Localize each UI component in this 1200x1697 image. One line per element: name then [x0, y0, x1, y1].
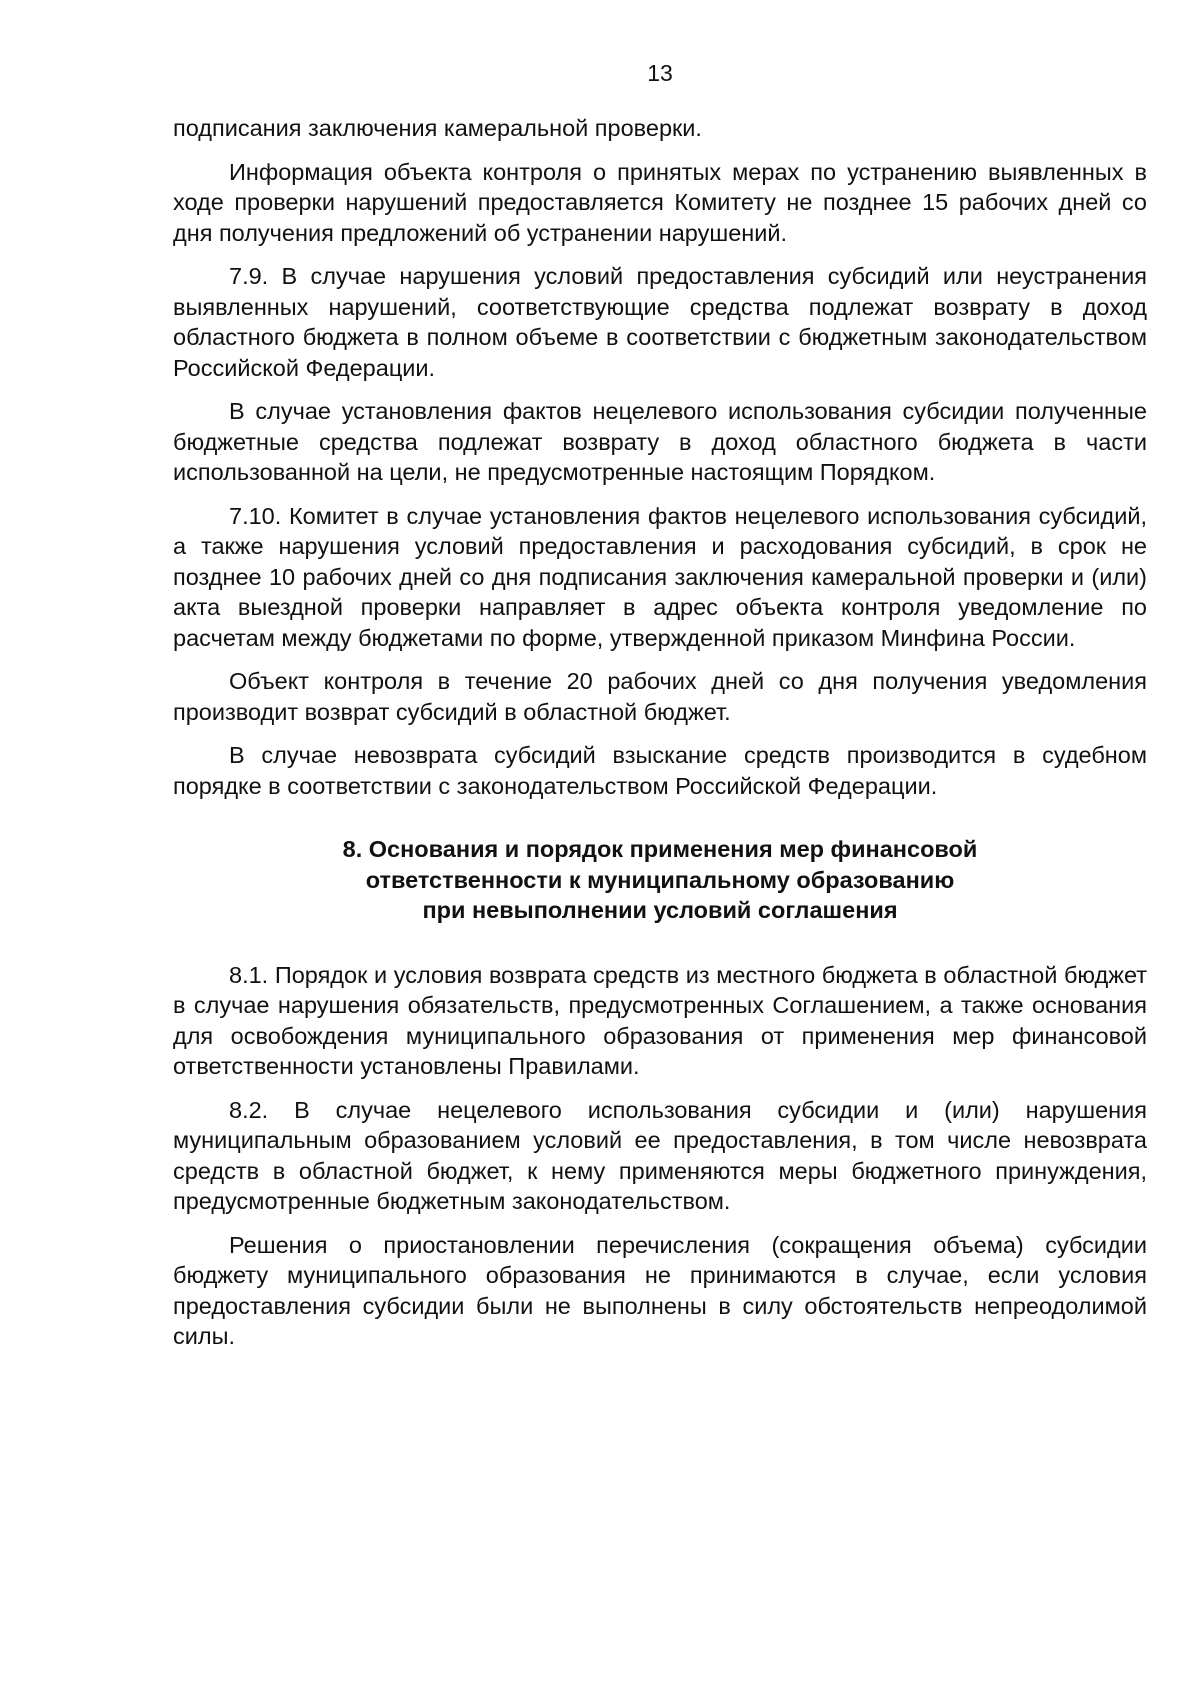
section-heading-line: при невыполнении условий соглашения — [422, 897, 898, 923]
document-body — [173, 113, 1147, 1365]
paragraph: В случае невозврата субсидий взыскание средств производится в судебном порядке в соответствии с законодательством Российской Федерации. — [173, 742, 1147, 799]
paragraph: Информация объекта контроля о принятых мерах по устранению выявленных в ходе проверки нарушений предоставляется Комитету не позднее 15 рабочих дней со дня получения предложений об устранении нарушений. — [173, 158, 1147, 246]
paragraph: Решения о приостановлении перечисления (сокращения объема) субсидии бюджету муниципального образования не принимаются в случае, если условия предоставления субсидии были не выполнены в силу обстоятельств непреодолимой силы. — [173, 1231, 1147, 1349]
paragraph: Объект контроля в течение 20 рабочих дней со дня получения уведомления производит возврат субсидий в областной бюджет. — [173, 668, 1147, 725]
section-heading — [173, 834, 1147, 926]
paragraph-7-9: 7.9. В случае нарушения условий предоставления субсидий или неустранения выявленных нарушений, соответствующие средства подлежат возврату в доход областного бюджета в полном объеме в соответствии с бюджетным законодательством Российской Федерации. — [173, 263, 1147, 381]
page-number: 13 — [647, 60, 673, 86]
paragraph: В случае установления фактов нецелевого использования субсидии полученные бюджетные средства подлежат возврату в доход областного бюджета в части использованной на цели, не предусмотренные настоящим Порядком. — [173, 398, 1147, 485]
paragraph: подписания заключения камеральной проверки. — [173, 115, 702, 141]
paragraph-8-1: 8.1. Порядок и условия возврата средств из местного бюджета в областной бюджет в случае нарушения обязательств, предусмотренных Соглашением, а также основания для освобождения муниципального образования от применения мер финансовой ответственности установлены Правилами. — [173, 961, 1147, 1079]
paragraph-7-10: 7.10. Комитет в случае установления фактов нецелевого использования субсидий, а также нарушения условий предоставления и расходования субсидий, в срок не позднее 10 рабочих дней со дня подписания заключения камеральной проверки и (или) акта выездной проверки направляет в адрес объекта контроля уведомление по расчетам между бюджетами по форме, утвержденной приказом Минфина России. — [173, 502, 1147, 651]
section-heading-line: ответственности к муниципальному образованию — [365, 866, 955, 893]
section-heading-line: 8. Основания и порядок применения мер финансовой — [342, 836, 978, 862]
paragraph-8-2: 8.2. В случае нецелевого использования субсидии и (или) нарушения муниципальным образованием условий ее предоставления, в том числе невозврата средств в областной бюджет, к нему применяются меры бюджетного принуждения, предусмотренные бюджетным законодательством. — [173, 1096, 1147, 1214]
